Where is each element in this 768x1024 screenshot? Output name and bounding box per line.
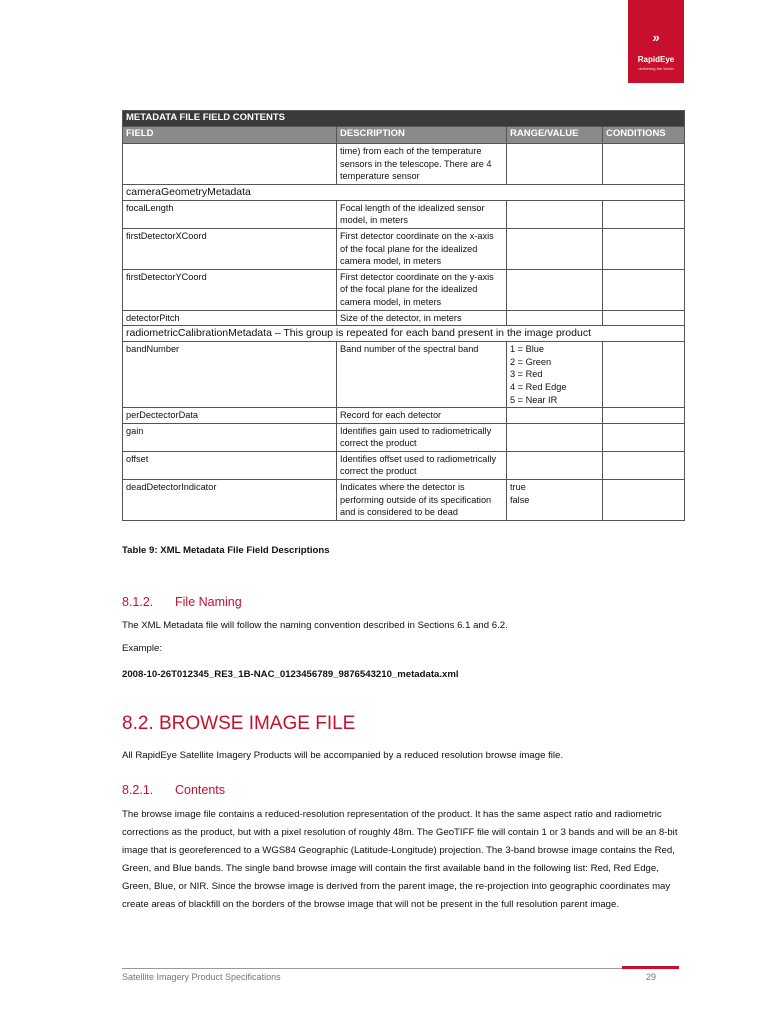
example-label: Example: xyxy=(122,643,162,654)
cell-conditions xyxy=(603,480,685,521)
cell-description: time) from each of the temperature sensors in the telescope. There are 4 temperature sensor xyxy=(337,144,507,185)
cell-description: Indicates where the detector is performing outside of its specification and is considered to be dead xyxy=(337,480,507,521)
page-number: 29 xyxy=(646,972,657,982)
cell-range xyxy=(507,310,603,326)
table-title: METADATA FILE FIELD CONTENTS xyxy=(123,111,685,127)
cell-field xyxy=(123,144,337,185)
cell-description: Focal length of the idealized sensor model, in meters xyxy=(337,200,507,228)
table-row xyxy=(123,408,685,424)
heading-browse-image-file: 8.2. BROWSE IMAGE FILE xyxy=(122,713,356,734)
table-row xyxy=(123,269,685,310)
table-body xyxy=(123,144,685,521)
table-row xyxy=(123,342,685,408)
logo-name: RapidEye xyxy=(637,55,675,64)
table-row xyxy=(123,451,685,479)
cell-description: Record for each detector xyxy=(337,408,507,424)
header-range: RANGE/VALUE xyxy=(507,127,603,144)
table-row xyxy=(123,310,685,326)
table-row xyxy=(123,228,685,269)
cell-range xyxy=(507,228,603,269)
cell-field: firstDetectorXCoord xyxy=(123,228,337,269)
section-title: File Naming xyxy=(175,595,242,609)
cell-description: Band number of the spectral band xyxy=(337,342,507,408)
cell-field: firstDetectorYCoord xyxy=(123,269,337,310)
table-group-row xyxy=(123,184,685,200)
table-row xyxy=(123,480,685,521)
table-caption: Table 9: XML Metadata File Field Descriptions xyxy=(122,545,330,556)
cell-field: bandNumber xyxy=(123,342,337,408)
cell-field: gain xyxy=(123,423,337,451)
cell-range xyxy=(507,408,603,424)
cell-conditions xyxy=(603,269,685,310)
cell-conditions xyxy=(603,144,685,185)
footer-document-title: Satellite Imagery Product Specifications xyxy=(122,972,281,982)
cell-field: perDectectorData xyxy=(123,408,337,424)
section-number: 8.2.1. xyxy=(122,783,154,797)
cell-description: Identifies gain used to radiometrically correct the product xyxy=(337,423,507,451)
cell-conditions xyxy=(603,228,685,269)
metadata-table xyxy=(122,110,685,521)
logo-tagline: delivering the World xyxy=(638,66,674,71)
cell-conditions xyxy=(603,423,685,451)
cell-field: deadDetectorIndicator xyxy=(123,480,337,521)
cell-range xyxy=(507,269,603,310)
group-label: cameraGeometryMetadata xyxy=(123,184,685,200)
header-field: FIELD xyxy=(123,127,337,144)
example-filename: 2008-10-26T012345_RE3_1B-NAC_0123456789_9876543210_metadata.xml xyxy=(122,669,459,680)
table-row xyxy=(123,200,685,228)
cell-conditions xyxy=(603,451,685,479)
table-header-row xyxy=(123,127,685,144)
cell-range xyxy=(507,144,603,185)
cell-conditions xyxy=(603,408,685,424)
cell-field: detectorPitch xyxy=(123,310,337,326)
file-naming-paragraph: The XML Metadata file will follow the naming convention described in Sections 6.1 and 6.2. xyxy=(122,620,508,631)
cell-range xyxy=(507,451,603,479)
cell-description: First detector coordinate on the y-axis of the focal plane for the idealized camera model, in meters xyxy=(337,269,507,310)
group-label: radiometricCalibrationMetadata – This group is repeated for each band present in the image product xyxy=(123,326,685,342)
cell-conditions xyxy=(603,200,685,228)
cell-field: focalLength xyxy=(123,200,337,228)
browse-image-paragraph: All RapidEye Satellite Imagery Products will be accompanied by a reduced resolution browse image file. xyxy=(122,750,564,761)
logo-mark-icon: » xyxy=(652,30,660,45)
cell-range xyxy=(507,423,603,451)
cell-conditions xyxy=(603,342,685,408)
contents-paragraph: The browse image file contains a reduced-resolution representation of the product. It has the same aspect ratio and radiometric corrections as the product, but with a pixel resolution of roughly 48m. The GeoTIFF file will contain 1 or 3 bands and will be an 8-bit image that is georeferenced to a WGS84 Geographic (Latitude-Longitude) projection. The 3-band browse image contains the Red, Green, and Blue bands. The single band browse image will contain the first available band in the following list: Red, Red Edge, Green, Blue, or NIR. Since the browse image is derived from the parent image, the re-projection into geographic coordinates may create areas of blackfill on the borders of the browse image that will not be present in the full resolution parent image. xyxy=(122,809,678,910)
cell-field: offset xyxy=(123,451,337,479)
cell-description: First detector coordinate on the x-axis of the focal plane for the idealized camera model, in meters xyxy=(337,228,507,269)
heading-file-naming xyxy=(122,595,242,609)
rapideye-logo xyxy=(628,0,684,83)
cell-conditions xyxy=(603,310,685,326)
footer-divider xyxy=(122,968,679,969)
table-group-row xyxy=(123,326,685,342)
table-row xyxy=(123,423,685,451)
cell-description: Size of the detector, in meters xyxy=(337,310,507,326)
cell-range: 1 = Blue 2 = Green 3 = Red 4 = Red Edge 5 = Near IR xyxy=(507,342,603,408)
section-title: Contents xyxy=(175,783,226,797)
cell-range xyxy=(507,200,603,228)
table-title-row xyxy=(123,111,685,127)
cell-description: Identifies offset used to radiometrically correct the product xyxy=(337,451,507,479)
header-conditions: CONDITIONS xyxy=(603,127,685,144)
section-number: 8.1.2. xyxy=(122,595,154,609)
header-description: DESCRIPTION xyxy=(337,127,507,144)
footer-accent-bar xyxy=(622,966,679,969)
heading-contents xyxy=(122,783,225,797)
table-row xyxy=(123,144,685,185)
cell-range: true false xyxy=(507,480,603,521)
